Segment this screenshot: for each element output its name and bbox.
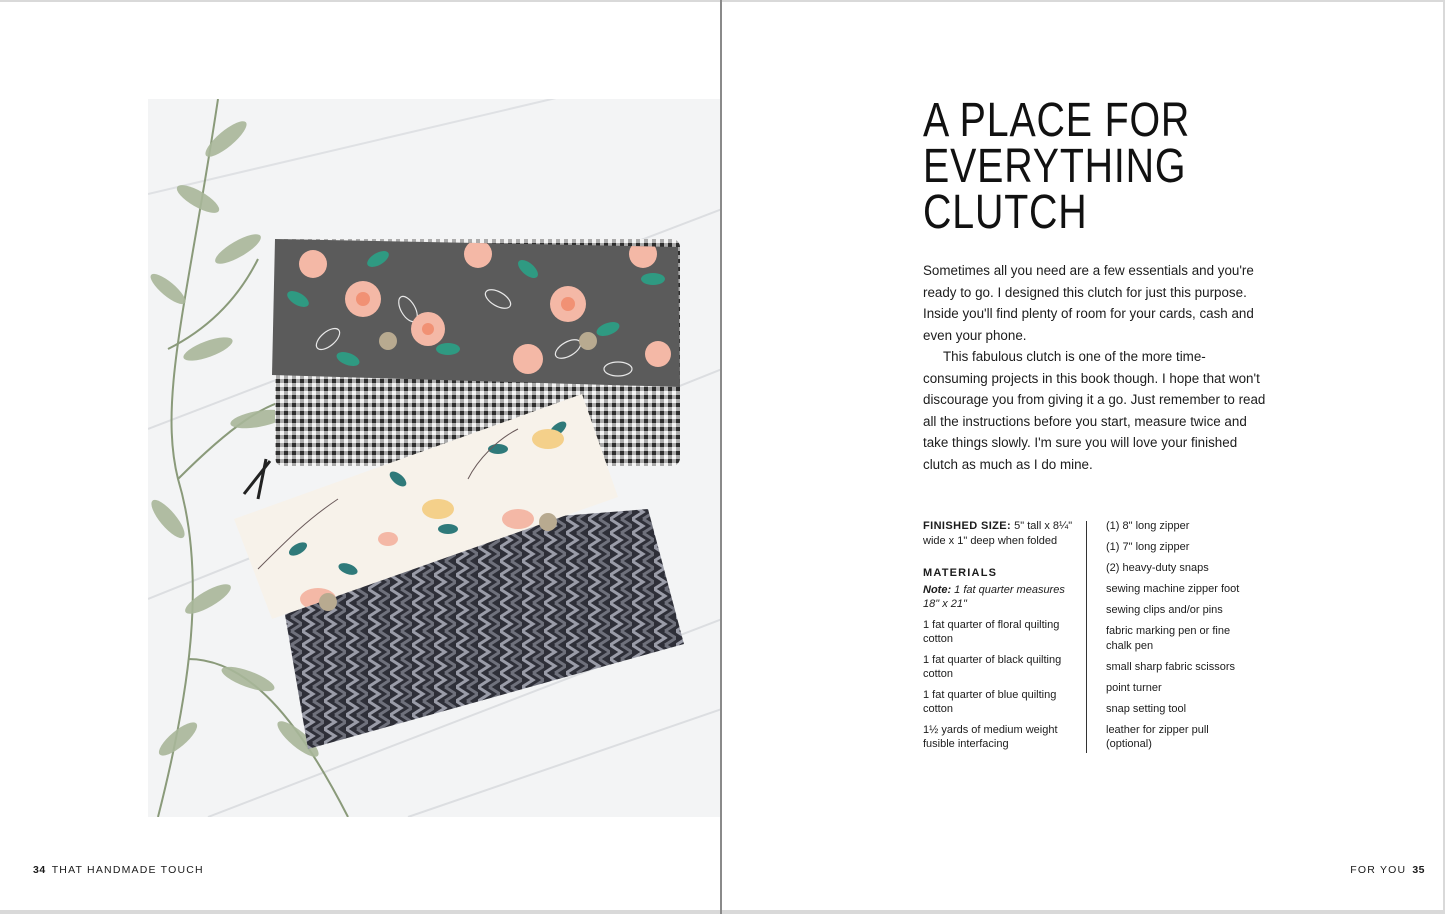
- page-number: 34: [33, 864, 46, 876]
- right-folio: [1350, 864, 1425, 876]
- material-item: fabric marking pen or fine chalk pen: [1106, 625, 1231, 652]
- left-folio: [33, 864, 204, 876]
- materials-note: [923, 583, 1073, 612]
- materials-heading: MATERIALS: [923, 567, 998, 579]
- intro-text: [923, 260, 1268, 475]
- running-title: THAT HANDMADE TOUCH: [51, 864, 204, 876]
- material-item: 1 fat quarter of floral quilting cotton: [923, 618, 1060, 645]
- title-line: A PLACE FOR: [923, 94, 1191, 147]
- note-label: Note:: [923, 583, 952, 596]
- page-title: [923, 94, 1267, 239]
- material-item: snap setting tool: [1106, 702, 1187, 715]
- right-page: [722, 2, 1443, 910]
- materials-column-1: [923, 519, 1073, 752]
- finished-size-value: 5" tall x 8¼" wide x 1" deep when folded: [923, 520, 1073, 547]
- clutch-photo: [148, 99, 722, 817]
- material-item: point turner: [1106, 681, 1162, 694]
- materials-column-2: [1106, 519, 1256, 752]
- intro-paragraph: This fabulous clutch is one of the more time-consuming projects in this book though. I hope that won't discourage you from giving it a go. Just remember to read all the instructions before you start, measure twice and take things slowly. I'm sure you will love your finished clutch as much as I do mine.: [923, 349, 1266, 472]
- material-item: sewing clips and/or pins: [1106, 604, 1223, 616]
- material-item: 1 fat quarter of blue quilting cotton: [923, 688, 1057, 715]
- material-item: (2) heavy-duty snaps: [1106, 562, 1209, 574]
- material-item: 1 fat quarter of black quilting cotton: [923, 653, 1062, 680]
- material-item: leather for zipper pull (optional): [1106, 723, 1209, 750]
- title-line: EVERYTHING: [923, 140, 1187, 193]
- material-item: 1½ yards of medium weight fusible interfacing: [923, 723, 1058, 750]
- finished-size-label: FINISHED SIZE:: [923, 520, 1012, 532]
- material-item: small sharp fabric scissors: [1106, 660, 1235, 673]
- material-item: (1) 8" long zipper: [1106, 520, 1190, 532]
- running-title: FOR YOU: [1350, 864, 1407, 876]
- left-page: [0, 2, 720, 910]
- page-number: 35: [1412, 864, 1425, 876]
- material-item: sewing machine zipper foot: [1106, 583, 1240, 595]
- material-item: (1) 7" long zipper: [1106, 541, 1190, 553]
- clutch-photo-illustration: [148, 99, 722, 817]
- finished-size: [923, 519, 1073, 548]
- intro-paragraph: Sometimes all you need are a few essentials and you're ready to go. I designed this clutch for just this purpose. Inside you'll find plenty of room for your cards, cash and even your phone.: [923, 263, 1254, 343]
- note-text: 1 fat quarter measures 18" x 21": [923, 583, 1065, 610]
- title-line: CLUTCH: [923, 186, 1088, 239]
- column-divider: [1086, 521, 1087, 753]
